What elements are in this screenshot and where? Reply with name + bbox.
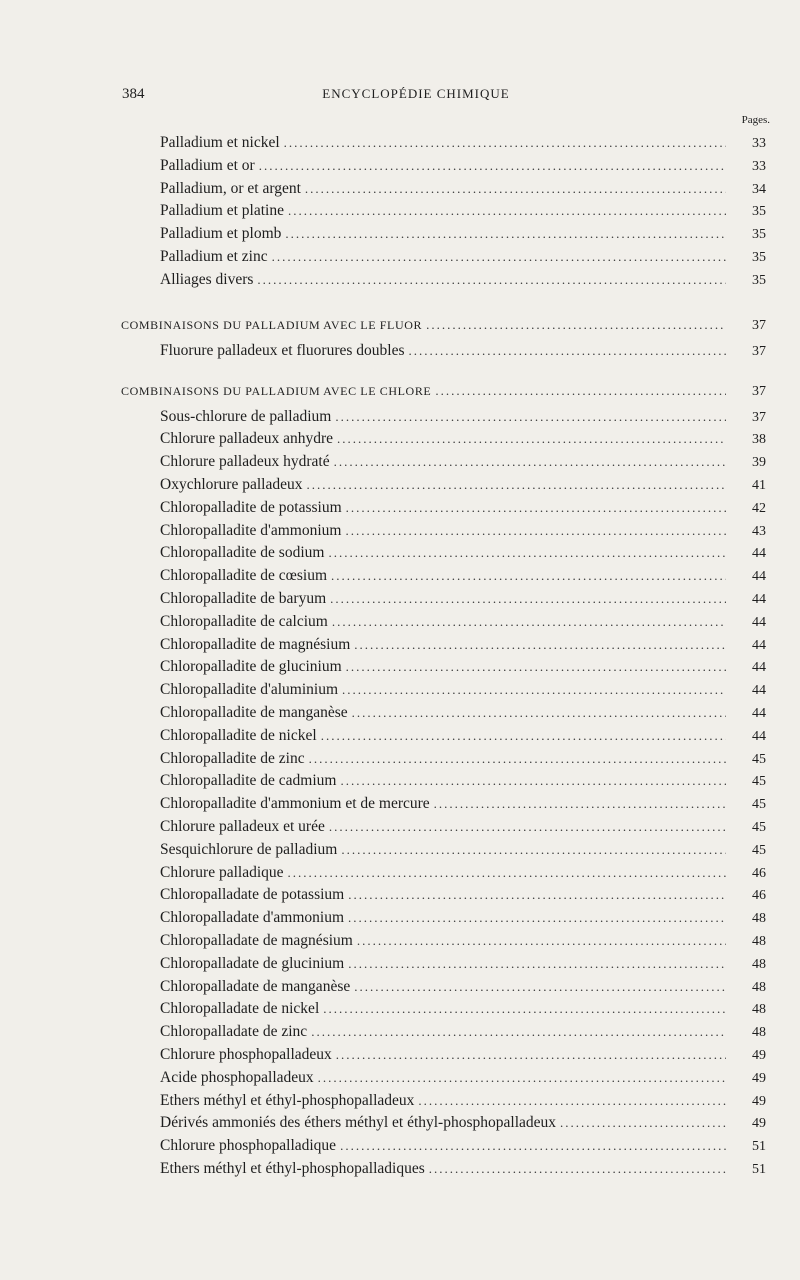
toc-entry-label: Chloropalladate d'ammonium [160, 909, 345, 927]
toc-entry [160, 428, 766, 450]
toc-entry [160, 679, 766, 701]
dot-leader [434, 793, 726, 815]
dot-leader [257, 269, 726, 291]
toc-entry-page-number: 45 [752, 774, 766, 790]
toc-entry [160, 1021, 766, 1043]
pages-column-label: Pages. [741, 114, 770, 126]
dot-leader [346, 497, 726, 519]
toc-entry [160, 269, 766, 291]
toc-section-heading [121, 314, 766, 336]
page-header [122, 86, 710, 106]
toc-entry-page-number: 49 [752, 1048, 766, 1063]
toc-entry-page-number: 44 [752, 683, 766, 699]
toc-entry [160, 406, 766, 428]
toc-entry [160, 656, 766, 678]
dot-leader [305, 178, 726, 200]
dot-leader [409, 340, 727, 362]
toc-entry-label: Ethers méthyl et éthyl-phosphopalladiques [160, 1160, 425, 1177]
toc-entry-page-number: 49 [752, 1070, 766, 1086]
toc-entry-label: Chloropalladite de cadmium [160, 772, 337, 790]
dot-leader [330, 588, 726, 610]
toc-entry-page-number: 44 [752, 728, 766, 744]
toc-entry [160, 451, 766, 473]
toc-entry-label: Chloropalladite de calcium [160, 612, 328, 630]
toc-entry [160, 155, 766, 177]
toc-entry-page-number: 44 [752, 592, 766, 607]
toc-entry [160, 725, 766, 747]
dot-leader [352, 702, 726, 724]
toc-entry [160, 839, 766, 861]
toc-entry-page-number: 49 [752, 1093, 766, 1109]
toc-entry [160, 976, 766, 998]
toc-entry-label: Sous-chlorure de palladium [160, 407, 332, 425]
toc-entry-page-number: 37 [752, 343, 766, 359]
toc-entry-label: Sesquichlorure de palladium [160, 840, 338, 858]
toc-entry-page-number: 35 [752, 250, 766, 265]
toc-entry-label: Chloropalladite de manganèse [160, 704, 348, 721]
toc-entry-page-number: 45 [752, 797, 766, 813]
toc-entry-page-number: 48 [752, 956, 766, 972]
toc-entry-page-number: 43 [752, 523, 766, 539]
toc-entry-label: COMBINAISONS DU PALLADIUM AVEC LE CHLORE [121, 384, 432, 398]
page-number: 384 [122, 86, 145, 102]
toc-entry [160, 907, 766, 929]
toc-entry-label: Chloropalladite de sodium [160, 544, 325, 562]
toc-entry-label: Chloropalladate de nickel [160, 1000, 320, 1018]
toc-entry-label: Chloropalladate de magnésium [160, 932, 353, 949]
toc-entry-label: Dérivés ammoniés des éthers méthyl et éthyl-phosphopalladeux [160, 1114, 557, 1132]
dot-leader [348, 953, 726, 975]
toc-entry-page-number: 49 [752, 1116, 766, 1132]
toc-entry-page-number: 33 [752, 136, 766, 151]
dot-leader [348, 907, 726, 929]
toc-entry [160, 1112, 766, 1134]
toc-entry-page-number: 48 [752, 934, 766, 949]
dot-leader [259, 155, 726, 177]
toc-entry-label: Chlorure palladeux hydraté [160, 453, 330, 471]
dot-leader [357, 930, 726, 952]
dot-leader [332, 611, 726, 633]
toc-entry [160, 862, 766, 884]
toc-entry-label: Fluorure palladeux et fluorures doubles [160, 341, 405, 359]
toc-entry [160, 200, 766, 222]
toc-entry [160, 953, 766, 975]
toc-entry [160, 930, 766, 952]
toc-entry-label: Chloropalladate de zinc [160, 1023, 308, 1041]
toc-entry-label: Chloropalladate de glucinium [160, 954, 345, 972]
dot-leader [288, 200, 726, 222]
dot-leader [284, 132, 726, 154]
dot-leader [354, 976, 726, 998]
toc-entry [160, 565, 766, 587]
toc-entry [160, 611, 766, 633]
toc-entry-label: Chloropalladite d'ammonium [160, 521, 342, 539]
toc-entry-page-number: 37 [752, 409, 766, 425]
toc-entry-page-number: 35 [752, 204, 766, 220]
dot-leader [435, 380, 726, 402]
toc-entry-label: Chloropalladite de magnésium [160, 635, 351, 653]
toc-entry-page-number: 33 [752, 158, 766, 174]
dot-leader [337, 428, 726, 450]
toc-entry [160, 178, 766, 200]
toc-entry-page-number: 51 [752, 1162, 766, 1177]
toc-entry-page-number: 45 [752, 751, 766, 767]
dot-leader [426, 314, 726, 336]
dot-leader [346, 656, 726, 678]
toc-entry [160, 816, 766, 838]
toc-entry-page-number: 46 [752, 888, 766, 904]
toc-entry-label: Chlorure palladeux anhydre [160, 430, 334, 448]
dot-leader [272, 246, 726, 268]
toc-entry [160, 1067, 766, 1089]
toc-entry-page-number: 44 [752, 637, 766, 653]
toc-entry-label: Chlorure palladique [160, 863, 284, 881]
toc-entry-page-number: 48 [752, 979, 766, 995]
dot-leader [335, 406, 726, 428]
toc-entry-label: Alliages divers [160, 270, 254, 288]
dot-leader [311, 1021, 726, 1043]
toc-entry-label: Acide phosphopalladeux [160, 1068, 314, 1086]
dot-leader [340, 1135, 726, 1157]
toc-entry-label: Chloropalladite de baryum [160, 590, 327, 607]
dot-leader [288, 862, 726, 884]
toc-entry-label: Ethers méthyl et éthyl-phosphopalladeux [160, 1091, 415, 1109]
toc-section-heading [121, 380, 766, 402]
toc-entry-page-number: 48 [752, 911, 766, 927]
toc-entry-label: Chlorure phosphopalladique [160, 1137, 337, 1155]
dot-leader [318, 1067, 726, 1089]
toc-entry [160, 132, 766, 154]
toc-entry-label: Chlorure phosphopalladeux [160, 1046, 332, 1063]
dot-leader [323, 998, 726, 1020]
toc-entry-page-number: 38 [752, 432, 766, 448]
toc-entry-label: Palladium et plomb [160, 225, 282, 243]
toc-entry-label: Chloropalladite d'aluminium [160, 681, 339, 699]
toc-entry-label: Chloropalladite de glucinium [160, 658, 342, 676]
toc-entry-page-number: 48 [752, 1025, 766, 1041]
toc-entry-label: Chloropalladite de potassium [160, 498, 342, 516]
toc-entry-page-number: 45 [752, 820, 766, 835]
toc-entry [160, 793, 766, 815]
toc-entry [160, 1044, 766, 1066]
toc-entry-label: Palladium et nickel [160, 134, 280, 151]
dot-leader [345, 520, 726, 542]
toc-entry-page-number: 37 [752, 318, 766, 333]
toc-entry-page-number: 35 [752, 227, 766, 243]
toc-entry-label: Chloropalladate de potassium [160, 886, 345, 904]
toc-entry-label: Oxychlorure palladeux [160, 476, 303, 493]
toc-entry-page-number: 42 [752, 500, 766, 516]
dot-leader [348, 884, 726, 906]
toc-entry [160, 1158, 766, 1180]
toc-entry [160, 1135, 766, 1157]
dot-leader [560, 1112, 726, 1134]
dot-leader [341, 839, 726, 861]
toc-entry [160, 588, 766, 610]
dot-leader [418, 1090, 726, 1112]
toc-entry [160, 998, 766, 1020]
toc-entry-page-number: 44 [752, 614, 766, 630]
dot-leader [354, 634, 726, 656]
toc-entry-label: Chloropalladite de zinc [160, 749, 305, 767]
toc-entry [160, 884, 766, 906]
toc-entry-page-number: 44 [752, 660, 766, 676]
toc-entry-page-number: 41 [752, 478, 766, 493]
toc-entry-page-number: 44 [752, 569, 766, 585]
dot-leader [340, 770, 726, 792]
toc-entry [160, 520, 766, 542]
toc-entry [160, 634, 766, 656]
toc-entry-page-number: 44 [752, 546, 766, 562]
toc-entry-label: Chloropalladite d'ammonium et de mercure [160, 795, 430, 813]
toc-entry-page-number: 48 [752, 1002, 766, 1018]
toc-entry-page-number: 51 [752, 1139, 766, 1155]
toc-entry-label: Palladium et or [160, 156, 255, 174]
dot-leader [329, 816, 726, 838]
toc-entry [160, 1090, 766, 1112]
toc-entry-label: COMBINAISONS DU PALLADIUM AVEC LE FLUOR [121, 318, 423, 332]
toc-entry-page-number: 34 [752, 181, 766, 197]
dot-leader [336, 1044, 726, 1066]
dot-leader [328, 542, 726, 564]
toc-entry-label: Chloropalladate de manganèse [160, 977, 351, 995]
toc-entry-page-number: 39 [752, 455, 766, 471]
toc-entry-label: Chloropalladite de cœsium [160, 567, 328, 585]
toc-entry-label: Palladium et platine [160, 202, 284, 220]
toc-entry-page-number: 46 [752, 865, 766, 881]
dot-leader [331, 565, 726, 587]
toc-entry [160, 770, 766, 792]
dot-leader [429, 1158, 726, 1180]
dot-leader [342, 679, 726, 701]
toc-entry-page-number: 37 [752, 384, 766, 399]
toc-entry [160, 542, 766, 564]
dot-leader [306, 474, 726, 496]
dot-leader [285, 223, 726, 245]
toc-entry [160, 474, 766, 496]
toc-entry-page-number: 44 [752, 706, 766, 721]
toc-entry-label: Chlorure palladeux et urée [160, 818, 325, 835]
toc-entry [160, 497, 766, 519]
toc-entry-label: Chloropalladite de nickel [160, 726, 317, 744]
toc-entry [160, 340, 766, 362]
toc-entry [160, 702, 766, 724]
toc-entry [160, 223, 766, 245]
toc-entry-page-number: 35 [752, 272, 766, 288]
toc-entry-label: Palladium et zinc [160, 248, 268, 265]
toc-entry-page-number: 45 [752, 842, 766, 858]
dot-leader [334, 451, 726, 473]
toc-entry-label: Palladium, or et argent [160, 179, 301, 197]
running-title: ENCYCLOPÉDIE CHIMIQUE [322, 86, 510, 101]
toc-entry [160, 748, 766, 770]
dot-leader [321, 725, 726, 747]
dot-leader [309, 748, 726, 770]
toc-entry [160, 246, 766, 268]
